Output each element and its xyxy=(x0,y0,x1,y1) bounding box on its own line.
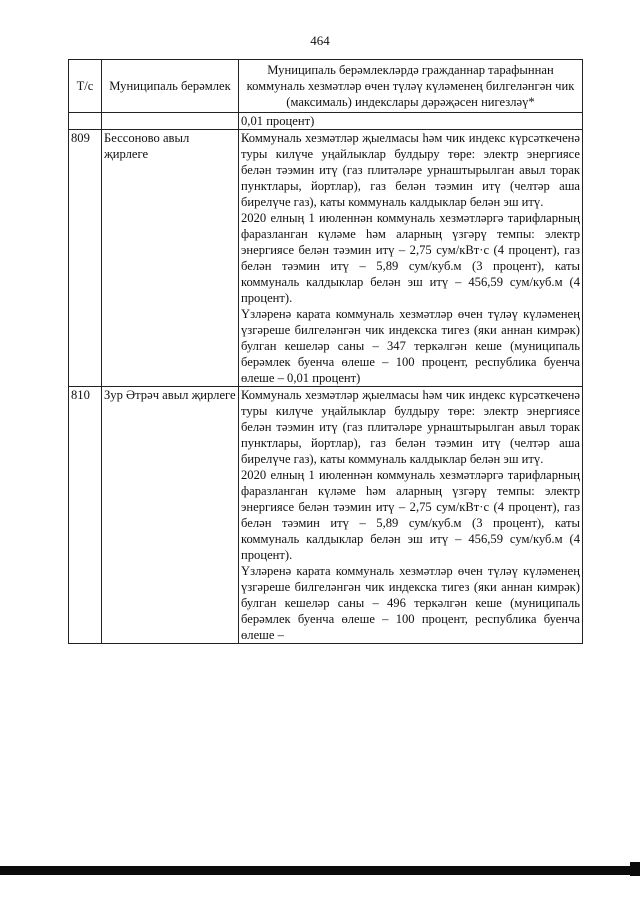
amenities-paragraph: Коммуналь хезмәтләр җыелмасы һәм чик индекс күрсәткеченә туры килүче уңайлыклар булдыру төре: электр энергиясе белән тәэмин итү (газ плитәләре урнаштырылган авыл торак пунктлары, йортлар), газ белән тәэмин итү (челтәр аша бирелүче газ), каты коммуналь калдыклар белән эш итү. xyxy=(241,131,580,209)
header-municipality: Муниципаль берәмлек xyxy=(102,60,239,113)
justification-cell xyxy=(239,387,583,644)
table-header-row xyxy=(69,60,583,113)
municipality-name: Бессоново авыл җирлеге xyxy=(102,130,239,387)
row-number: 809 xyxy=(69,130,102,387)
people-count-paragraph: Үзләренә карата коммуналь хезмәтләр өчен түләү күләменең үзгәреше билгеләнгән чик индекска тигез (яки аннан кимрәк) булган кешеләр саны – 347 теркәлгән кеше (муниципаль берәмлек буенча өлеше – 100 процент, республика буенча өлеше – 0,01 процент) xyxy=(241,307,580,385)
row-number: 810 xyxy=(69,387,102,644)
header-index-justification: Муниципаль берәмлекләрдә гражданнар тарафыннан коммуналь хезмәтләр өчен түләү күләменең билгеләнгән чик (максималь) индекслары дәрәҗәсен нигезләү* xyxy=(239,60,583,113)
scan-edge-bar xyxy=(0,866,640,875)
table-row xyxy=(69,130,583,387)
cell-empty xyxy=(69,113,102,130)
people-count-paragraph: Үзләренә карата коммуналь хезмәтләр өчен түләү күләменең үзгәреше билгеләнгән чик индекска тигез (яки аннан кимрәк) булган кешеләр саны – 496 теркәлгән кеше (муниципаль берәмлек буенча өлеше – 100 процент, республика буенча өлеше – xyxy=(241,564,580,642)
amenities-paragraph: Коммуналь хезмәтләр җыелмасы һәм чик индекс күрсәткеченә туры килүче уңайлыклар булдыру төре: электр энергиясе белән тәэмин итү (газ плитәләре урнаштырылган авыл торак пунктлары, йортлар), газ белән тәэмин итү (челтәр аша бирелүче газ), каты коммуналь калдыклар белән эш итү. xyxy=(241,388,580,466)
table-row-continuation xyxy=(69,113,583,130)
tariffs-paragraph: 2020 елның 1 июленнән коммуналь хезмәтләргә тарифларның фаразланган күләме һәм аларның үзгәрү темпы: электр энергиясе белән тәэмин итү – 2,75 сум/кВт·с (4 процент), газ белән тәэмин итү – 5,89 сум/куб.м (3 процент), каты коммуналь калдыклар белән эш итү – 456,59 сум/куб.м (4 процент). xyxy=(241,211,580,305)
tariff-index-table xyxy=(68,59,583,644)
table-row xyxy=(69,387,583,644)
header-row-number: Т/с xyxy=(69,60,102,113)
municipality-name: Зур Әтрәч авыл җирлеге xyxy=(102,387,239,644)
justification-cell xyxy=(239,130,583,387)
page-number: 464 xyxy=(310,33,330,48)
continuation-text: 0,01 процент) xyxy=(239,113,583,130)
tariffs-paragraph: 2020 елның 1 июленнән коммуналь хезмәтләргә тарифларның фаразланган күләме һәм аларның үзгәрү темпы: электр энергиясе белән тәэмин итү – 2,75 сум/кВт·с (4 процент), газ белән тәэмин итү – 5,89 сум/куб.м (3 процент), каты коммуналь калдыклар белән эш итү – 456,59 сум/куб.м (4 процент). xyxy=(241,468,580,562)
cell-empty xyxy=(102,113,239,130)
